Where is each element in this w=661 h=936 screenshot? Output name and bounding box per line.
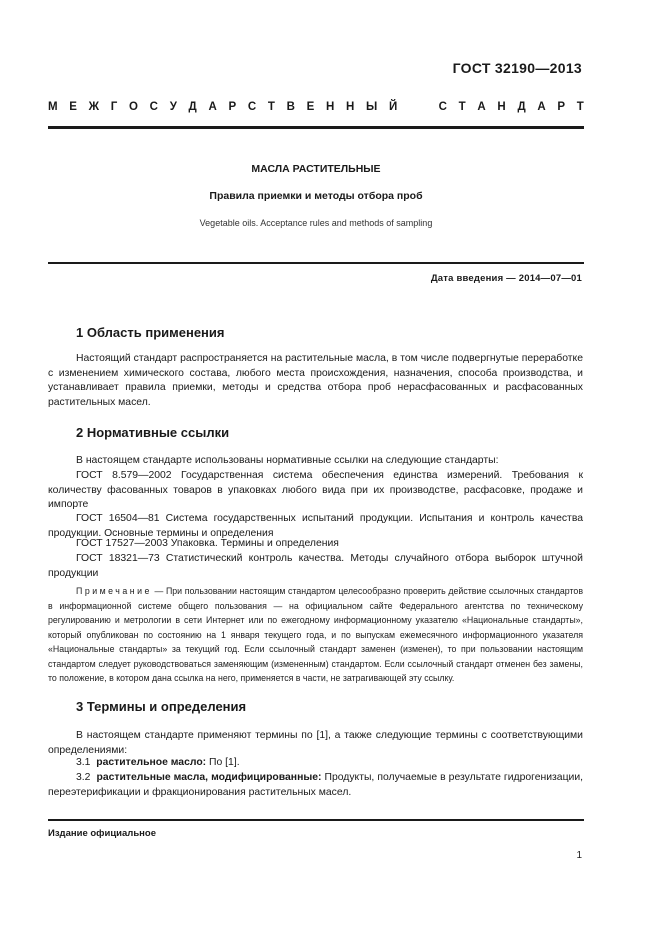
term-definition: Продукты, получаемые в результате гидрогенизации, переэтерификации и фракционирования растительных масел. <box>48 772 584 798</box>
term-number: 3.2 <box>76 772 91 783</box>
section-3-intro: В настоящем стандарте применяют термины по [1], а также следующие термины с соответствующими определениями: <box>48 730 583 756</box>
banner-letter: В <box>286 101 295 113</box>
banner-letter: Н <box>346 101 355 113</box>
normative-reference: ГОСТ 17527—2003 Упаковка. Термины и определения <box>76 538 339 549</box>
official-edition-label: Издание официальное <box>48 828 156 839</box>
section-2-note <box>48 584 583 686</box>
banner-letter: Т <box>458 101 466 113</box>
normative-reference: ГОСТ 16504—81 Система государственных испытаний продукции. Испытания и контроль качества продукции. Основные термины и определения <box>48 513 583 539</box>
banner-letter: Р <box>557 101 566 113</box>
document-subtitle: Правила приемки и методы отбора проб <box>209 190 423 202</box>
banner-letter: Т <box>576 101 584 113</box>
term-3-2 <box>48 771 583 800</box>
note-text: — При пользовании настоящим стандартом целесообразно проверить действие ссылочных стандартов в информационной системе общего пользования — на официальном сайте Федерального агентства по техническому регулированию и метрологии в сети Интернет или по ежегодному информационному указателю «Национальные стандарты», который опубликован по состоянию на 1 января текущего года, и по выпускам ежемесячного информационного указателя «Национальные стандарты» за текущий год. Если ссылочный стандарт заменен (изменен), то при пользовании настоящим стандартом следует руководствоваться заменяющим (измененным) стандартом. Если ссылочный стандарт отменен без замены, то положение, в котором дана ссылка на него, применяется в части, не затрагивающей эту ссылку. <box>48 586 583 683</box>
title-divider <box>48 262 584 264</box>
banner-letter: Д <box>188 101 197 113</box>
english-title: Vegetable oils. Acceptance rules and methods of sampling <box>199 218 433 228</box>
term-3-1 <box>48 756 583 771</box>
banner-letter: Н <box>497 101 506 113</box>
banner-letter: А <box>477 101 486 113</box>
section-2-intro: В настоящем стандарте использованы нормативные ссылки на следующие стандарты: <box>76 455 499 466</box>
banner-letter: А <box>208 101 217 113</box>
banner-letter: Ы <box>366 101 378 113</box>
top-divider <box>48 126 584 129</box>
term-name: растительные масла, модифицированные: <box>96 772 322 783</box>
term-number: 3.1 <box>76 757 91 768</box>
banner-letter: Н <box>325 101 335 113</box>
banner-letter: Е <box>69 101 77 113</box>
banner-letter: Т <box>267 101 275 113</box>
section-1-text: Настоящий стандарт распространяется на растительные масла, в том числе подвергнутые переработке с изменением химического состава, любого места происхождения, назначения, способа производства, и устанавливает правила приемки, методы и средства отбора проб нерасфасованных и расфасованных растительных масел. <box>48 353 583 408</box>
section-3-heading: 3 Термины и определения <box>76 699 247 714</box>
banner-letter: Д <box>517 101 526 113</box>
banner-letter: Е <box>306 101 315 113</box>
banner-letter: А <box>537 101 546 113</box>
banner-letter: О <box>129 101 138 113</box>
term-name: растительное масло: <box>96 757 207 768</box>
banner-letter: С <box>149 101 158 113</box>
banner-letter: С <box>247 101 257 113</box>
banner-letter: С <box>438 101 447 113</box>
note-label: Примечание <box>76 586 152 596</box>
banner-letter: Й <box>388 101 398 113</box>
section-2-heading: 2 Нормативные ссылки <box>76 425 230 440</box>
banner-letter: Г <box>110 101 118 113</box>
banner-letter: Ж <box>88 101 100 113</box>
footer-divider <box>48 819 584 821</box>
document-number: ГОСТ 32190—2013 <box>452 60 582 76</box>
normative-reference: ГОСТ 18321—73 Статистический контроль качества. Методы случайного отбора выборок штучной продукции <box>48 553 583 579</box>
banner-letter: М <box>48 101 58 113</box>
document-title: МАСЛА РАСТИТЕЛЬНЫЕ <box>251 163 381 175</box>
banner-letter: У <box>169 101 177 113</box>
section-1-heading: 1 Область применения <box>76 325 225 340</box>
introduction-date: Дата введения — 2014—07—01 <box>430 273 582 284</box>
banner-letter: Р <box>228 101 237 113</box>
term-definition: По [1]. <box>206 757 240 768</box>
banner-gap <box>409 101 427 113</box>
normative-reference: ГОСТ 8.579—2002 Государственная система обеспечения единства измерений. Требования к количеству фасованных товаров в упаковках любого вида при их производстве, расфасовке, продаже и импорте <box>48 470 583 511</box>
interstate-standard-banner <box>48 101 584 113</box>
page-number: 1 <box>576 850 582 861</box>
